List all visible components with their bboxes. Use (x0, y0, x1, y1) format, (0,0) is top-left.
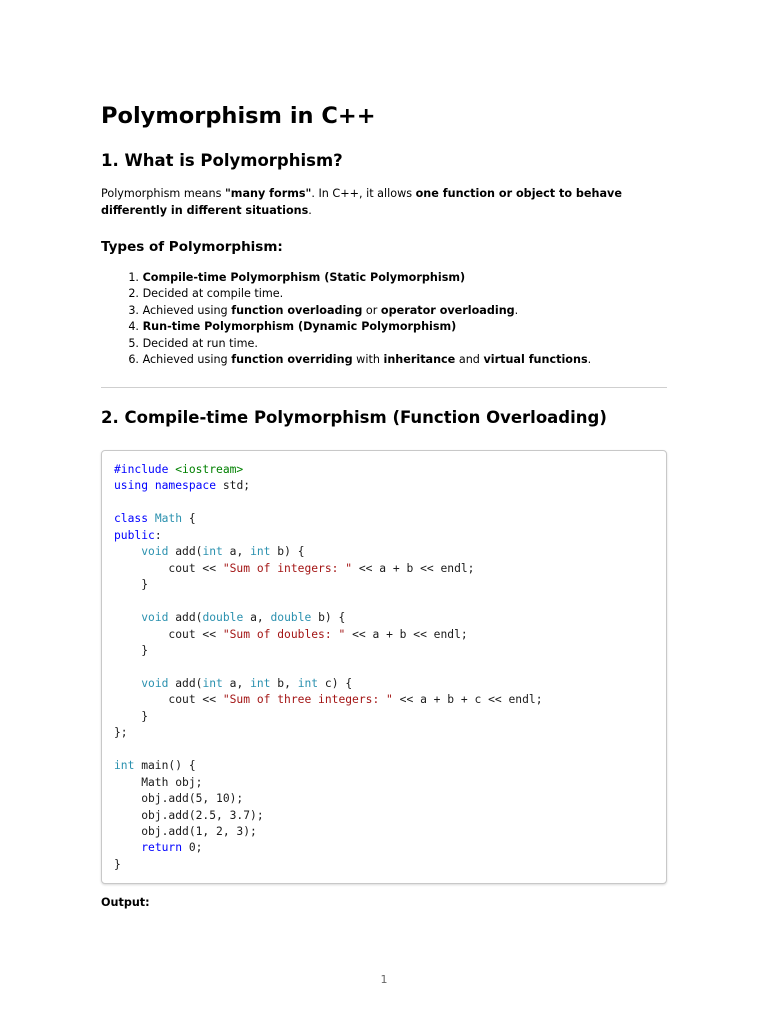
code-token: << a + b + c << endl; (392, 693, 543, 707)
code-token: obj.add(1, 2, 3); (114, 824, 257, 838)
code-token: b) { (311, 611, 346, 625)
list-text: . (587, 353, 592, 367)
code-token: a, (243, 611, 271, 625)
code-line (114, 644, 148, 657)
code-line (114, 841, 202, 854)
code-token: cout << (114, 693, 223, 707)
code-token: "Sum of integers: " (222, 561, 353, 575)
code-token: void (141, 611, 169, 625)
list-bold: function overriding (231, 353, 353, 367)
list-number: 5. (128, 336, 139, 350)
list-bold: inheritance (383, 353, 456, 367)
code-token: << a + b << endl; (352, 561, 475, 575)
list-bold: Run-time Polymorphism (Dynamic Polymorphism) (142, 320, 457, 334)
code-token: <iostream> (175, 463, 244, 476)
output-label: Output: (101, 896, 150, 909)
code-token: int (202, 676, 223, 690)
code-token: public (114, 528, 155, 542)
code-token: }; (114, 726, 128, 740)
list-number: 4. (128, 320, 139, 334)
list-bold: virtual functions (483, 353, 588, 367)
list-item (101, 352, 591, 368)
code-line (114, 628, 468, 641)
code-token: int (250, 545, 271, 559)
list-text: with (352, 353, 384, 367)
code-token: { (182, 512, 196, 526)
list-item (101, 336, 591, 352)
code-token: cout << (114, 627, 223, 641)
list-number: 6. (128, 353, 139, 367)
code-token (114, 545, 141, 558)
code-token: c) { (318, 676, 353, 690)
code-token: add( (168, 545, 203, 559)
list-bold: operator overloading (380, 303, 515, 317)
para-bold: "many forms" (224, 187, 312, 200)
code-token: double (270, 611, 312, 625)
code-line (114, 776, 202, 789)
code-line (114, 858, 121, 871)
code-token: class (114, 512, 149, 526)
list-item (101, 270, 591, 286)
code-token: 0; (182, 841, 203, 855)
code-token: b, (270, 676, 298, 690)
code-line (114, 726, 128, 739)
code-token (148, 479, 155, 492)
list-item (101, 319, 591, 335)
code-token: add( (168, 611, 203, 625)
list-text: or (362, 303, 381, 317)
code-token: << a + b << endl; (345, 627, 468, 641)
code-token: a, (222, 545, 251, 559)
para-text: . In C++, it allows (311, 187, 416, 200)
list-number: 2. (128, 287, 139, 301)
code-line (114, 710, 148, 723)
code-token: } (114, 643, 149, 657)
code-line (114, 825, 257, 838)
code-token: obj.add(2.5, 3.7); (114, 808, 264, 822)
code-token: Math (154, 512, 183, 526)
list-text: Decided at compile time. (142, 287, 284, 301)
page-title: Polymorphism in C++ (101, 103, 376, 129)
code-token: #include (114, 463, 176, 476)
code-line (114, 512, 196, 525)
code-line (114, 677, 352, 690)
code-token (114, 841, 141, 854)
para-text: Polymorphism means (101, 187, 225, 200)
code-token: return (141, 841, 183, 855)
section-heading-what-is: 1. What is Polymorphism? (101, 151, 343, 170)
code-token: int (297, 676, 319, 690)
list-bold: Compile-time Polymorphism (Static Polymorphism) (142, 271, 466, 284)
types-heading: Types of Polymorphism: (101, 239, 283, 255)
list-bold: function overloading (231, 303, 363, 317)
code-listing[interactable] (114, 462, 543, 873)
code-token: Math obj; (114, 775, 203, 789)
code-token (148, 512, 155, 525)
code-line (114, 562, 475, 575)
para-bold: one function or object to behave differently in different situations (101, 187, 622, 217)
code-token: : (154, 528, 162, 542)
code-token: cout << (114, 561, 223, 575)
code-token: namespace (154, 479, 217, 493)
code-line (114, 463, 243, 476)
code-token: void (141, 545, 169, 559)
code-token: } (114, 578, 149, 592)
list-text: and (455, 353, 484, 367)
code-token: a, (222, 676, 251, 690)
code-token: int (250, 676, 271, 690)
code-line (114, 611, 345, 624)
code-token: double (202, 611, 244, 625)
code-line (114, 479, 250, 492)
list-item (101, 286, 591, 302)
section-heading-compile-time: 2. Compile-time Polymorphism (Function Overloading) (101, 408, 607, 427)
code-token (114, 677, 141, 690)
code-line (114, 529, 162, 542)
code-token: int (202, 545, 223, 559)
code-token: "Sum of doubles: " (222, 627, 346, 641)
code-token: } (114, 709, 149, 723)
list-number: 3. (128, 303, 139, 317)
code-token (114, 611, 141, 624)
code-line (114, 693, 543, 706)
code-line (114, 545, 305, 558)
list-text: . (514, 303, 519, 317)
code-token: void (141, 676, 169, 690)
code-token: b) { (270, 545, 305, 559)
code-token: std; (216, 479, 251, 493)
code-line (114, 792, 243, 805)
code-line (114, 759, 196, 772)
intro-paragraph (101, 186, 671, 219)
code-token: using (114, 479, 149, 493)
page-number: 1 (380, 973, 388, 986)
section-divider (101, 387, 667, 388)
code-token: } (114, 857, 121, 871)
code-block[interactable] (101, 450, 667, 884)
list-item (101, 303, 591, 319)
list-text: Decided at run time. (142, 336, 258, 350)
code-token: main() { (134, 759, 196, 773)
types-list (101, 270, 591, 368)
code-token: obj.add(5, 10); (114, 792, 244, 806)
list-number: 1. (128, 271, 139, 284)
code-line (114, 578, 148, 591)
list-text: Achieved using (142, 353, 232, 367)
code-token: int (114, 759, 135, 773)
list-text: Achieved using (142, 303, 232, 317)
para-text: . (308, 203, 312, 217)
code-token: add( (168, 676, 203, 690)
code-line (114, 809, 264, 822)
code-token: "Sum of three integers: " (222, 693, 393, 707)
